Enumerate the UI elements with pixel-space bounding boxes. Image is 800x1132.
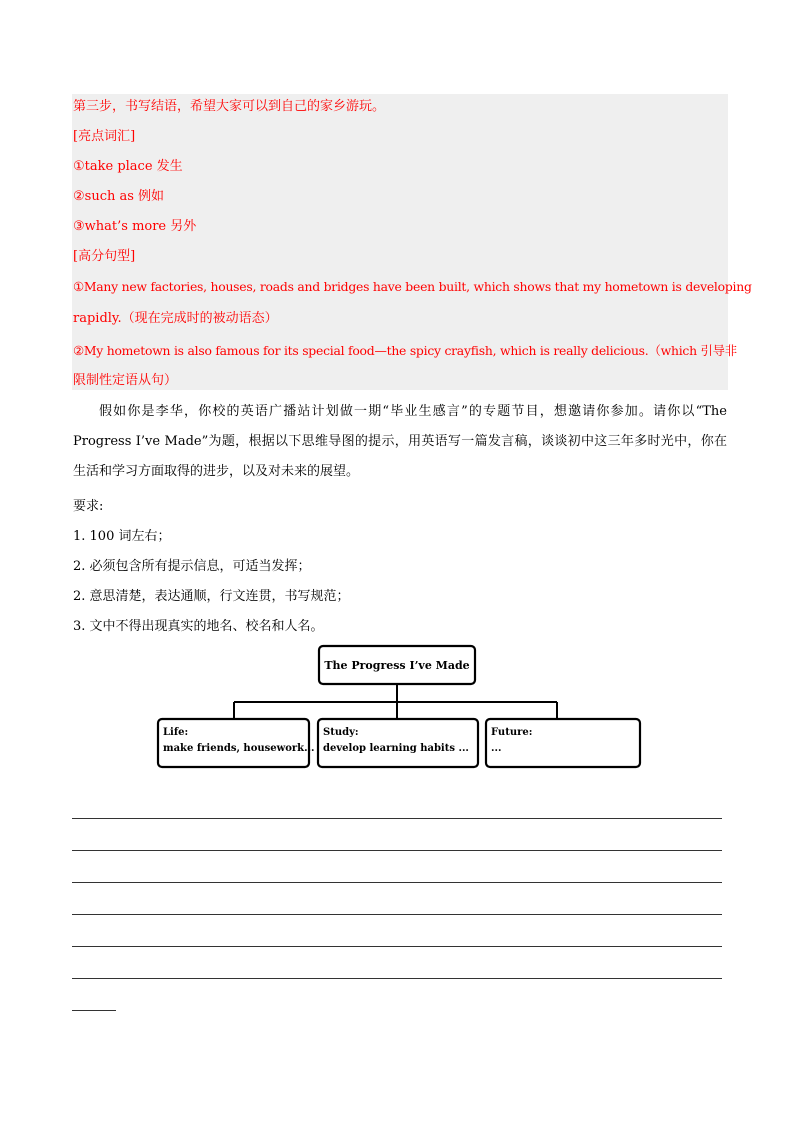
mindmap-connectors — [234, 684, 557, 719]
mindmap-life-text: make friends, housework... — [163, 743, 315, 754]
writing-line-4 — [72, 914, 722, 915]
sentence2-line1: ②My hometown is also famous for its special food—the spicy crayfish, which is really delicious.（which 引导非 — [73, 343, 737, 358]
mind-map — [150, 640, 650, 775]
writing-line-6 — [72, 978, 722, 979]
writing-line-2 — [72, 850, 722, 851]
sentence1-line2: rapidly.（现在完成时的被动语态） — [73, 311, 278, 326]
step3-text: 第三步，书写结语，希望大家可以到自己的家乡游玩。 — [73, 99, 386, 114]
mindmap-study-text: develop learning habits ... — [323, 743, 469, 754]
writing-line-5 — [72, 946, 722, 947]
mindmap-future-label: Future: — [491, 727, 533, 738]
mindmap-study-label: Study: — [323, 727, 359, 738]
sentence-heading: [高分句型] — [73, 249, 136, 264]
requirement-3: 2. 意思清楚，表达通顺，行文连贯，书写规范； — [73, 589, 350, 604]
writing-line-1 — [72, 818, 722, 819]
vocab-item-1: ①take place 发生 — [73, 159, 183, 174]
task-prompt: 假如你是李华，你校的英语广播站计划做一期“毕业生感言”的专题节目，想邀请你参加。请你以“The Progress I’ve Made”为题，根据以下思维导图的提示，用英语写一篇发言稿，谈谈初中这三年多时光中，你在生活和学习方面取得的进步，以及对未来的展望。 — [73, 404, 727, 479]
writing-line-3 — [72, 882, 722, 883]
vocab-heading: [亮点词汇] — [73, 129, 136, 144]
vocab-item-3: ③what’s more 另外 — [73, 219, 197, 234]
sentence1-line1: ①Many new factories, houses, roads and bridges have been built, which shows that my hometown is developing — [73, 279, 752, 294]
vocab-item-2: ②such as 例如 — [73, 189, 165, 204]
mindmap-life-label: Life: — [163, 727, 189, 738]
requirement-1: 1. 100 词左右； — [73, 529, 171, 544]
mindmap-title: The Progress I’ve Made — [324, 659, 470, 672]
mindmap-future-text: ... — [491, 743, 502, 754]
requirement-4: 3. 文中不得出现真实的地名、校名和人名。 — [73, 619, 324, 634]
requirement-2: 2. 必须包含所有提示信息，可适当发挥； — [73, 559, 311, 574]
sentence2-line2: 限制性定语从句） — [73, 373, 178, 388]
writing-line-end — [72, 1010, 116, 1011]
requirements-heading: 要求: — [73, 499, 104, 514]
